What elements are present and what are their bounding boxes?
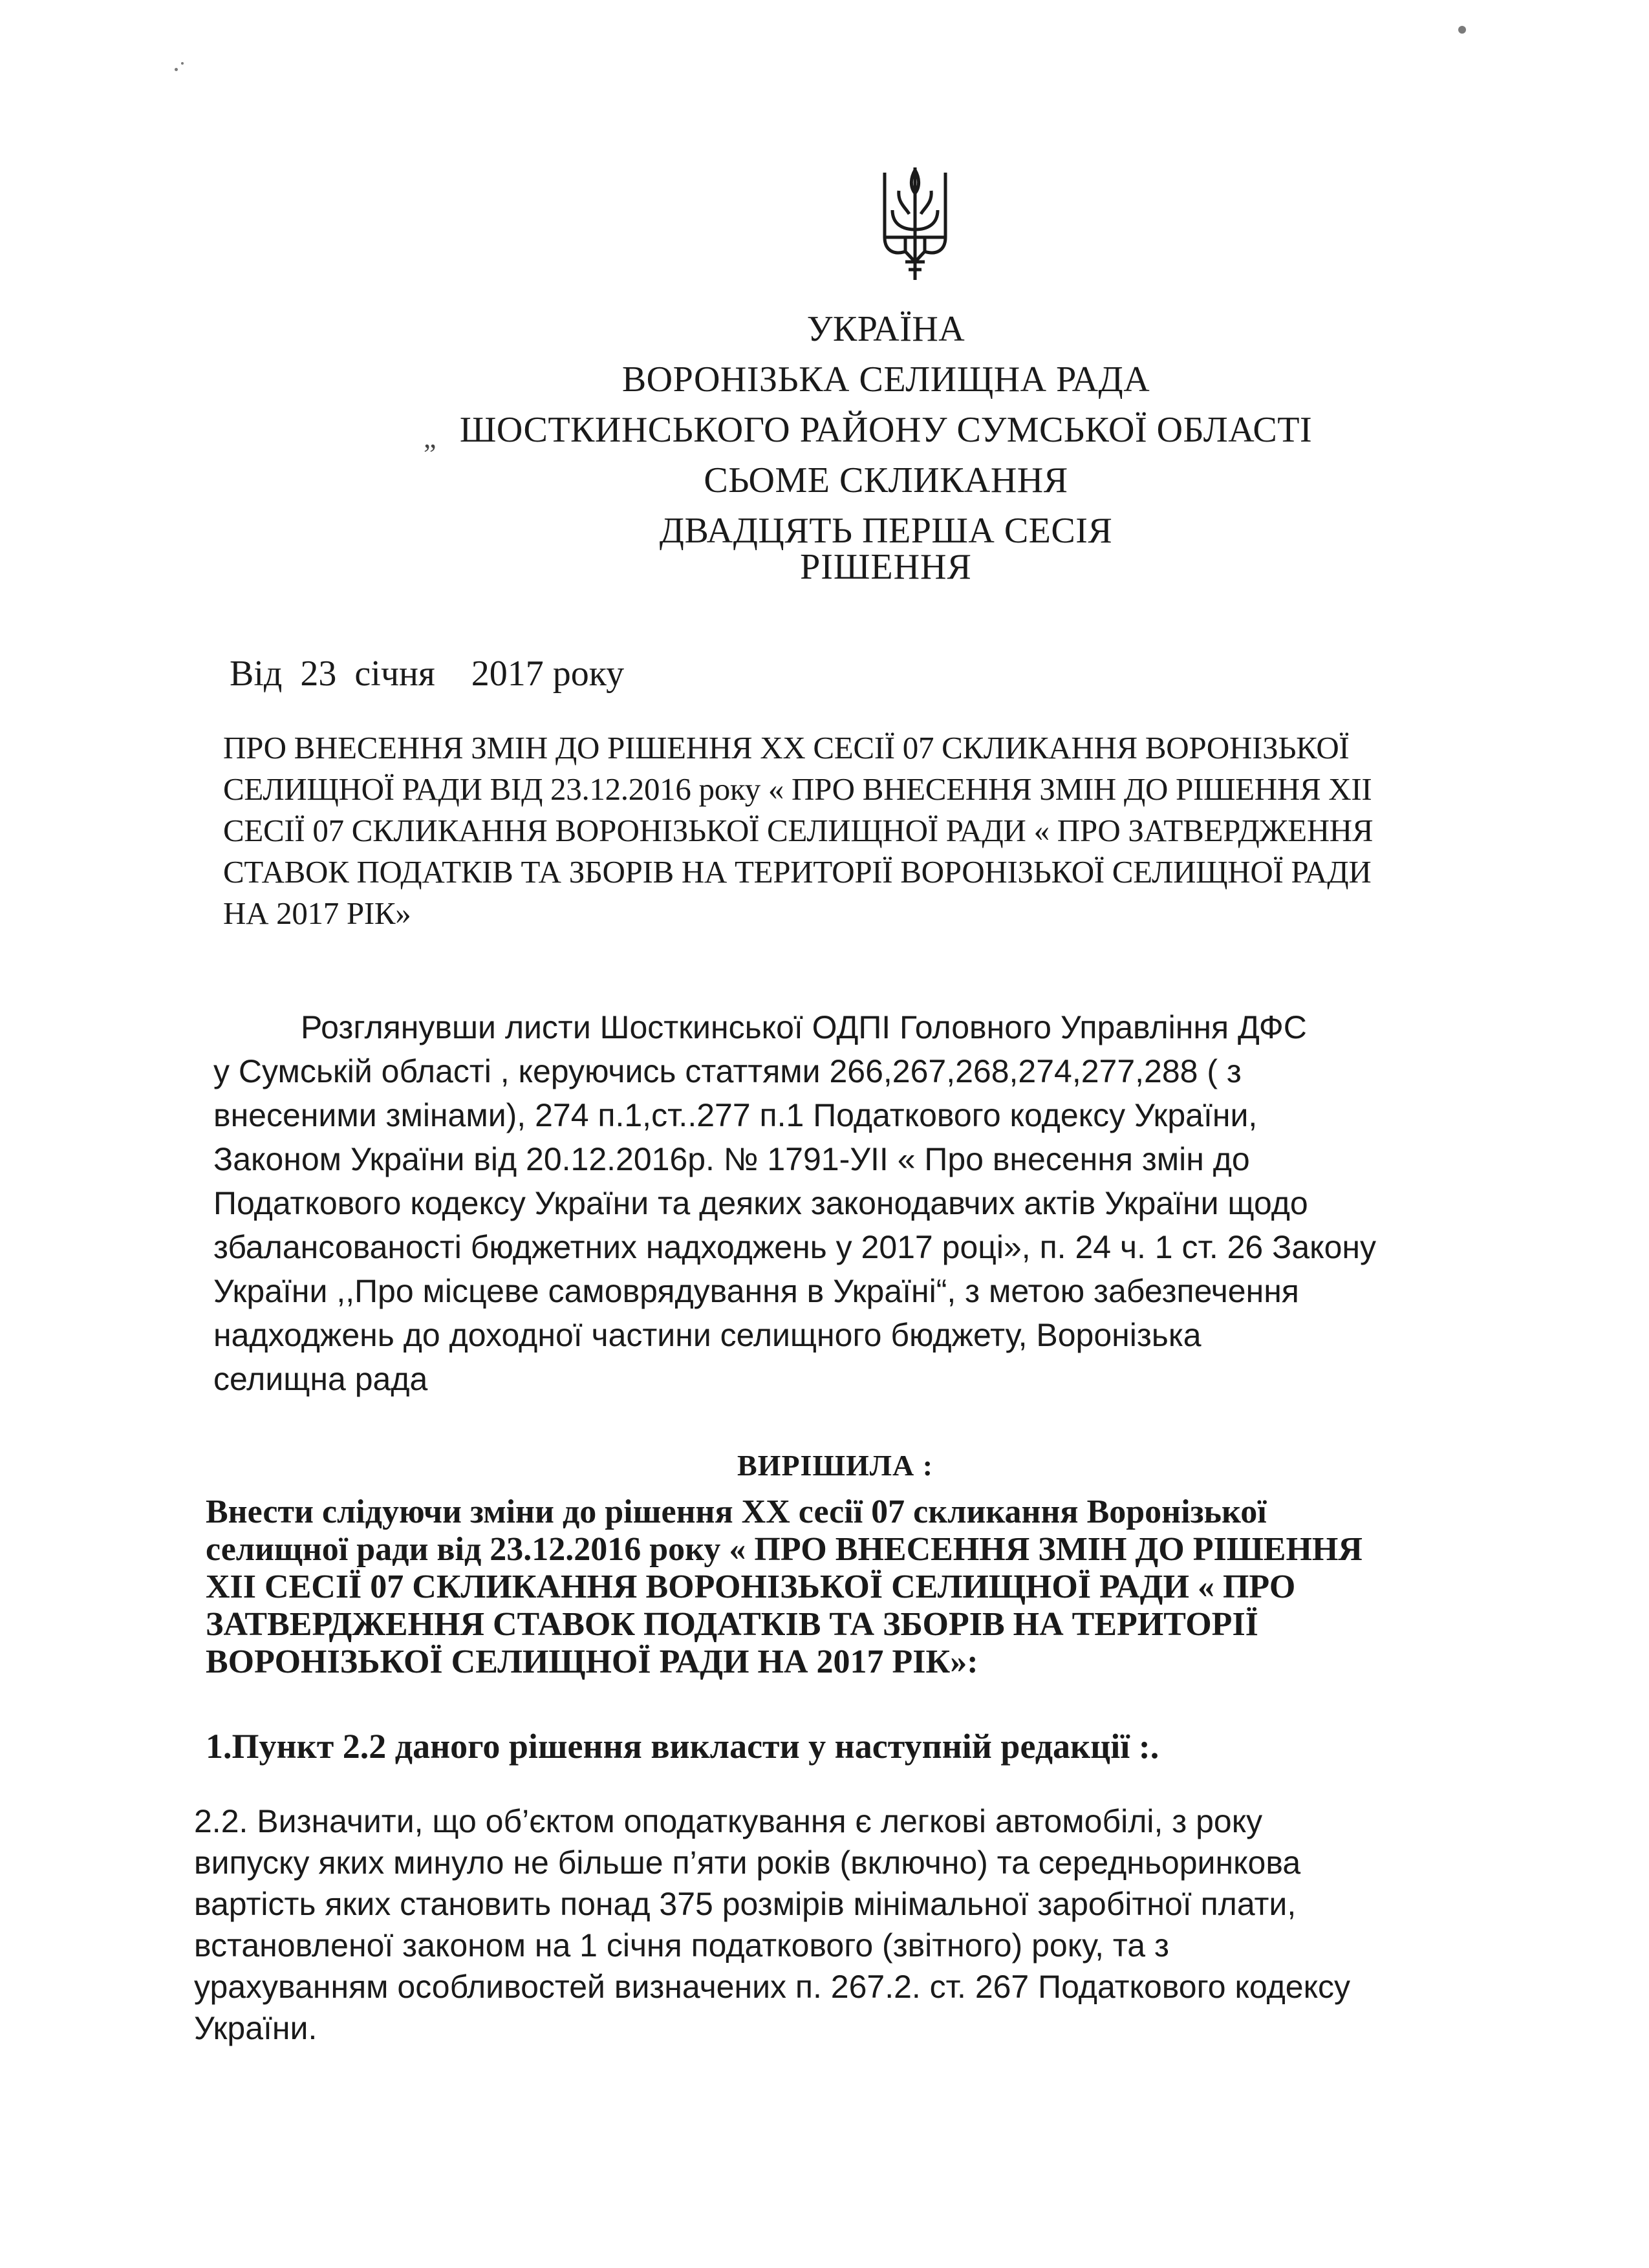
document-date: Від 23 січня 2017 року — [230, 654, 625, 694]
subject-line: ПРО ВНЕСЕННЯ ЗМІН ДО РІШЕННЯ XX СЕСІЇ 07 СКЛИКАННЯ ВОРОНІЗЬКОЇ — [223, 730, 1350, 765]
document-type-title: РІШЕННЯ — [800, 547, 972, 587]
preamble-line: Податкового кодексу України та деяких законодавчих актів України щодо — [213, 1185, 1308, 1221]
preamble-line: Законом України від 20.12.2016р. № 1791-УІІ « Про внесення змін до — [213, 1141, 1250, 1177]
scan-speck — [175, 68, 178, 71]
point-body-paragraph — [194, 1801, 1461, 2049]
preamble-paragraph — [213, 1005, 1461, 1401]
changes-line: Внести слідуючи зміни до рішення XX сесії 07 скликання Воронізької — [206, 1493, 1267, 1530]
header-council: ВОРОНІЗЬКА СЕЛИЩНА РАДА — [621, 359, 1150, 400]
ukraine-trident-icon — [879, 165, 951, 281]
stray-mark: „ — [424, 422, 436, 454]
point-body-line: випуску яких минуло не більше п’яти років (включно) та середньоринкова — [194, 1845, 1301, 1881]
header-country: УКРАЇНА — [806, 309, 965, 349]
point-body-line: вартість яких становить понад 375 розмірів мінімальної заробітної плати, — [194, 1886, 1297, 1922]
point-body-line: України. — [194, 2010, 318, 2046]
header-district: ШОСТКИНСЬКОГО РАЙОНУ СУМСЬКОЇ ОБЛАСТІ — [459, 410, 1313, 450]
subject-line: НА 2017 РІК» — [223, 895, 411, 931]
preamble-line: внесеними змінами), 274 п.1,ст..277 п.1 Податкового кодексу України, — [213, 1097, 1258, 1133]
preamble-line: надходжень до доходної частини селищного бюджету, Воронізька — [213, 1317, 1202, 1353]
header-session: ДВАДЦЯТЬ ПЕРША СЕСІЯ — [659, 511, 1113, 551]
subject-line: СЕЛИЩНОЇ РАДИ ВІД 23.12.2016 року « ПРО ВНЕСЕННЯ ЗМІН ДО РІШЕННЯ XII — [223, 771, 1372, 807]
preamble-line: збалансованості бюджетних надходжень у 2017 році», п. 24 ч. 1 ст. 26 Закону — [213, 1229, 1376, 1265]
point-heading: 1.Пункт 2.2 даного рішення викласти у наступній редакції :. — [206, 1727, 1159, 1766]
changes-line: ЗАТВЕРДЖЕННЯ СТАВОК ПОДАТКІВ ТА ЗБОРІВ НА ТЕРИТОРІЇ — [206, 1606, 1258, 1643]
subject-line: СТАВОК ПОДАТКІВ ТА ЗБОРІВ НА ТЕРИТОРІЇ ВОРОНІЗЬКОЇ СЕЛИЩНОЇ РАДИ — [223, 854, 1372, 890]
preamble-line: у Сумській області , керуючись статтями 266,267,268,274,277,288 ( з — [213, 1053, 1242, 1089]
scan-speck — [181, 62, 184, 65]
point-body-line: 2.2. Визначити, що об’єктом оподаткування є легкові автомобілі, з року — [194, 1803, 1263, 1839]
preamble-line: України ,,Про місцеве самоврядування в Україні“, з метою забезпечення — [213, 1273, 1299, 1309]
point-body-line: урахуванням особливостей визначених п. 267.2. ст. 267 Податкового кодексу — [194, 1969, 1351, 2005]
document-subject — [223, 727, 1452, 934]
decided-label: ВИРІШИЛА : — [737, 1449, 934, 1482]
preamble-line: Розглянувши листи Шосткинської ОДПІ Головного Управління ДФС — [301, 1009, 1307, 1045]
subject-line: СЕСІЇ 07 СКЛИКАННЯ ВОРОНІЗЬКОЇ СЕЛИЩНОЇ РАДИ « ПРО ЗАТВЕРДЖЕННЯ — [223, 813, 1374, 848]
preamble-line: селищна рада — [213, 1361, 428, 1397]
scan-speck — [1458, 26, 1466, 34]
changes-line: ВОРОНІЗЬКОЇ СЕЛИЩНОЇ РАДИ НА 2017 РІК»: — [206, 1643, 978, 1680]
changes-paragraph — [206, 1493, 1467, 1681]
changes-line: селищної ради від 23.12.2016 року « ПРО ВНЕСЕННЯ ЗМІН ДО РІШЕННЯ — [206, 1531, 1363, 1568]
document-header — [336, 304, 1436, 556]
point-body-line: встановленої законом на 1 січня податкового (звітного) року, та з — [194, 1927, 1169, 1963]
changes-line: XII СЕСІЇ 07 СКЛИКАННЯ ВОРОНІЗЬКОЇ СЕЛИЩНОЇ РАДИ « ПРО — [206, 1568, 1296, 1605]
header-convocation: СЬОМЕ СКЛИКАННЯ — [704, 460, 1068, 500]
